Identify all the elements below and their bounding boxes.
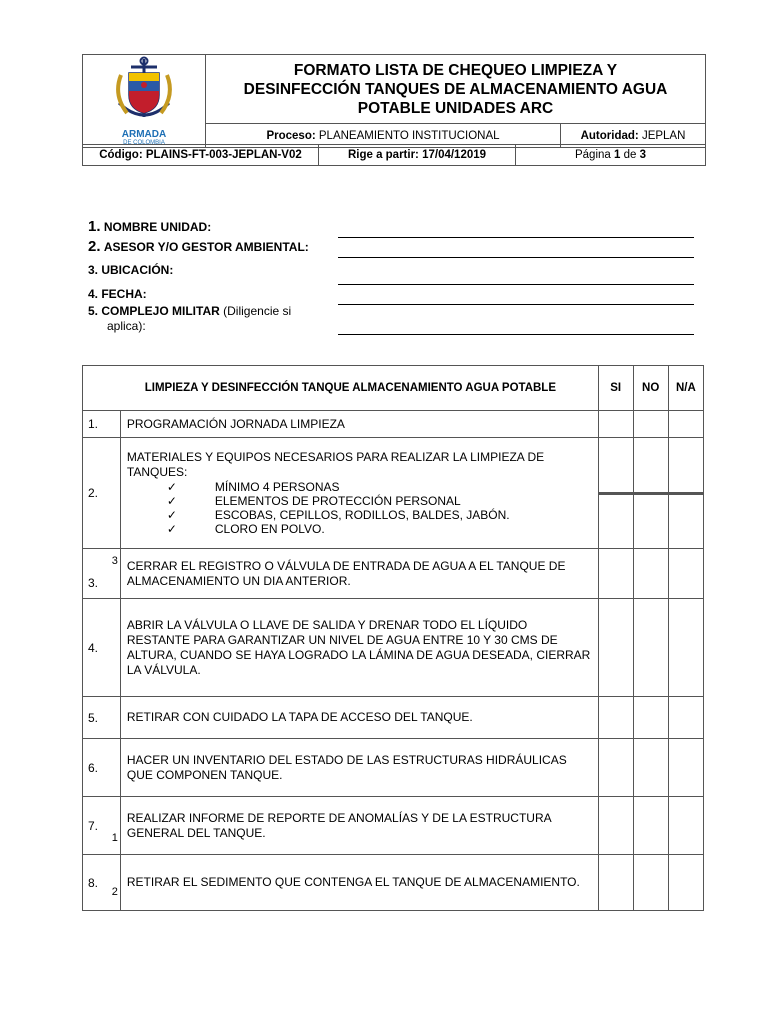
document-header xyxy=(82,54,706,148)
checklist-table xyxy=(82,365,704,911)
check-icon: ✓ xyxy=(166,508,177,522)
proceso-label: Proceso: xyxy=(266,129,316,142)
list-item xyxy=(167,480,592,494)
logo-cell xyxy=(83,55,206,148)
logo-text: ARMADA xyxy=(121,129,167,140)
checkbox-na[interactable] xyxy=(668,697,703,739)
logo-subtext: DE COLOMBIA xyxy=(123,140,165,146)
checklist-row xyxy=(83,855,704,911)
codes-row xyxy=(82,144,706,166)
item-number: 1. xyxy=(83,411,121,438)
item-number: 4. xyxy=(83,599,121,697)
item-text: ABRIR LA VÁLVULA O LLAVE DE SALIDA Y DRENAR TODO EL LÍQUIDO RESTANTE PARA GARANTIZAR UN NIVEL DE AGUA ENTRE 10 Y 30 CMS DE ALTURA, CUANDO SE HAYA LOGRADO LA LÁMINA DE AGUA DESEADA, CIERRAR LA VÁLVULA. xyxy=(120,599,598,697)
checkbox-si[interactable] xyxy=(598,797,633,855)
checklist-row xyxy=(83,797,704,855)
checkbox-no[interactable] xyxy=(634,494,668,495)
field-3-label: 3. UBICACIÓN: xyxy=(88,263,174,277)
title-line-2: DESINFECCIÓN TANQUES DE ALMACENAMIENTO AGUA xyxy=(243,80,668,98)
checklist-row xyxy=(83,739,704,797)
field-4-line[interactable] xyxy=(338,304,694,305)
checkbox-si[interactable] xyxy=(598,599,633,697)
checkbox-si[interactable] xyxy=(598,855,633,911)
margin-mark: 1 xyxy=(111,832,118,844)
item-number: 3. xyxy=(88,576,99,590)
checklist-header-row xyxy=(83,366,704,411)
list-item-text: MÍNIMO 4 PERSONAS xyxy=(214,480,340,494)
field-ubicacion xyxy=(88,263,173,277)
checkbox-no[interactable] xyxy=(633,549,668,599)
pagina-label: Página xyxy=(574,149,611,161)
checkbox-no[interactable] xyxy=(633,599,668,697)
field-fecha xyxy=(88,287,147,301)
item-text: PROGRAMACIÓN JORNADA LIMPIEZA xyxy=(120,411,598,438)
checkbox-si-group xyxy=(598,438,633,549)
checkbox-no[interactable] xyxy=(633,855,668,911)
checkbox-si[interactable] xyxy=(598,739,633,797)
rige-cell: Rige a partir: 17/04/12019 xyxy=(319,145,516,166)
checkbox-na[interactable] xyxy=(669,494,703,495)
field-5-line[interactable] xyxy=(338,334,694,335)
checkbox-no[interactable] xyxy=(633,797,668,855)
checklist-header-title: LIMPIEZA Y DESINFECCIÓN TANQUE ALMACENAMIENTO AGUA POTABLE xyxy=(83,366,599,411)
header-no: NO xyxy=(633,366,668,411)
field-2-line[interactable] xyxy=(338,257,694,258)
header-na: N/A xyxy=(668,366,703,411)
list-item xyxy=(167,522,592,536)
pagina-total: 3 xyxy=(639,149,647,161)
item-text: CERRAR EL REGISTRO O VÁLVULA DE ENTRADA DE AGUA A EL TANQUE DE ALMACENAMIENTO UN DIA ANTERIOR. xyxy=(120,549,598,599)
checkbox-na[interactable] xyxy=(668,739,703,797)
item-text-block xyxy=(120,438,598,549)
armada-logo-icon xyxy=(109,55,179,125)
list-item-text: ESCOBAS, CEPILLOS, RODILLOS, BALDES, JABÓN. xyxy=(214,508,510,522)
field-1-number: 1. xyxy=(88,218,101,235)
check-icon: ✓ xyxy=(166,480,177,494)
field-2-number: 2. xyxy=(88,238,101,255)
pagina-de: de xyxy=(623,149,637,161)
check-icon: ✓ xyxy=(166,522,177,536)
item-number: 8. xyxy=(88,875,99,890)
list-item xyxy=(167,494,592,508)
item-number-cell xyxy=(83,797,121,855)
codigo-cell: Código: PLAINS-FT-003-JEPLAN-V02 xyxy=(83,145,319,166)
checklist-row xyxy=(83,549,704,599)
checkbox-na[interactable] xyxy=(668,855,703,911)
checklist-row xyxy=(83,599,704,697)
item-number-cell xyxy=(83,855,121,911)
title-line-1: FORMATO LISTA DE CHEQUEO LIMPIEZA Y xyxy=(293,61,618,79)
item-number-cell xyxy=(83,549,121,599)
checkbox-si[interactable] xyxy=(599,494,633,495)
item-text: RETIRAR EL SEDIMENTO QUE CONTENGA EL TANQUE DE ALMACENAMIENTO. xyxy=(120,855,598,911)
checklist-row xyxy=(83,697,704,739)
item-number: 5. xyxy=(83,697,121,739)
checkbox-si[interactable] xyxy=(598,697,633,739)
field-4-label: 4. FECHA: xyxy=(88,287,147,301)
list-item xyxy=(167,508,592,522)
autoridad-label: Autoridad: xyxy=(580,129,639,142)
checkbox-si[interactable] xyxy=(598,549,633,599)
field-5-label: 5. COMPLEJO MILITAR xyxy=(88,304,220,318)
margin-mark: 2 xyxy=(111,886,118,898)
checklist-row xyxy=(83,411,704,438)
pagina-num: 1 xyxy=(614,149,621,161)
pagina-cell xyxy=(516,145,706,166)
field-1-label: NOMBRE UNIDAD: xyxy=(103,220,212,234)
autoridad-value: JEPLAN xyxy=(641,129,686,142)
title-line-3: POTABLE UNIDADES ARC xyxy=(357,99,554,117)
materials-list xyxy=(127,480,592,536)
field-nombre-unidad xyxy=(88,218,211,235)
item-number: 2. xyxy=(83,438,121,549)
list-item-text: CLORO EN POLVO. xyxy=(214,522,325,536)
header-si: SI xyxy=(598,366,633,411)
field-asesor xyxy=(88,238,309,255)
checkbox-no[interactable] xyxy=(633,411,668,438)
field-5-note: (Diligencie si xyxy=(223,304,292,318)
checkbox-na[interactable] xyxy=(668,797,703,855)
margin-mark: 3 xyxy=(111,555,118,567)
field-2-label: ASESOR Y/O GESTOR AMBIENTAL: xyxy=(103,240,309,254)
field-1-line[interactable] xyxy=(338,237,694,238)
field-5-note-2: aplica): xyxy=(107,319,146,333)
item-text: RETIRAR CON CUIDADO LA TAPA DE ACCESO DEL TANQUE. xyxy=(120,697,598,739)
checkbox-no[interactable] xyxy=(633,697,668,739)
checklist-row xyxy=(83,438,704,549)
checkbox-si[interactable] xyxy=(598,411,633,438)
checkbox-na[interactable] xyxy=(668,549,703,599)
checkbox-no[interactable] xyxy=(633,739,668,797)
item-text: HACER UN INVENTARIO DEL ESTADO DE LAS ESTRUCTURAS HIDRÁULICAS QUE COMPONEN TANQUE. xyxy=(120,739,598,797)
proceso-value: PLANEAMIENTO INSTITUCIONAL xyxy=(318,129,500,142)
item-text: REALIZAR INFORME DE REPORTE DE ANOMALÍAS Y DE LA ESTRUCTURA GENERAL DEL TANQUE. xyxy=(120,797,598,855)
item-text: MATERIALES Y EQUIPOS NECESARIOS PARA REALIZAR LA LIMPIEZA DE TANQUES: xyxy=(126,450,545,479)
checkbox-na-group xyxy=(668,438,703,549)
check-icon: ✓ xyxy=(166,494,177,508)
field-complejo xyxy=(88,304,291,318)
list-item-text: ELEMENTOS DE PROTECCIÓN PERSONAL xyxy=(214,494,461,508)
checkbox-na[interactable] xyxy=(668,599,703,697)
checkbox-na[interactable] xyxy=(668,411,703,438)
item-number: 6. xyxy=(83,739,121,797)
item-number: 7. xyxy=(88,818,99,833)
checkbox-no-group xyxy=(633,438,668,549)
document-title xyxy=(206,55,706,124)
field-3-line[interactable] xyxy=(338,284,694,285)
